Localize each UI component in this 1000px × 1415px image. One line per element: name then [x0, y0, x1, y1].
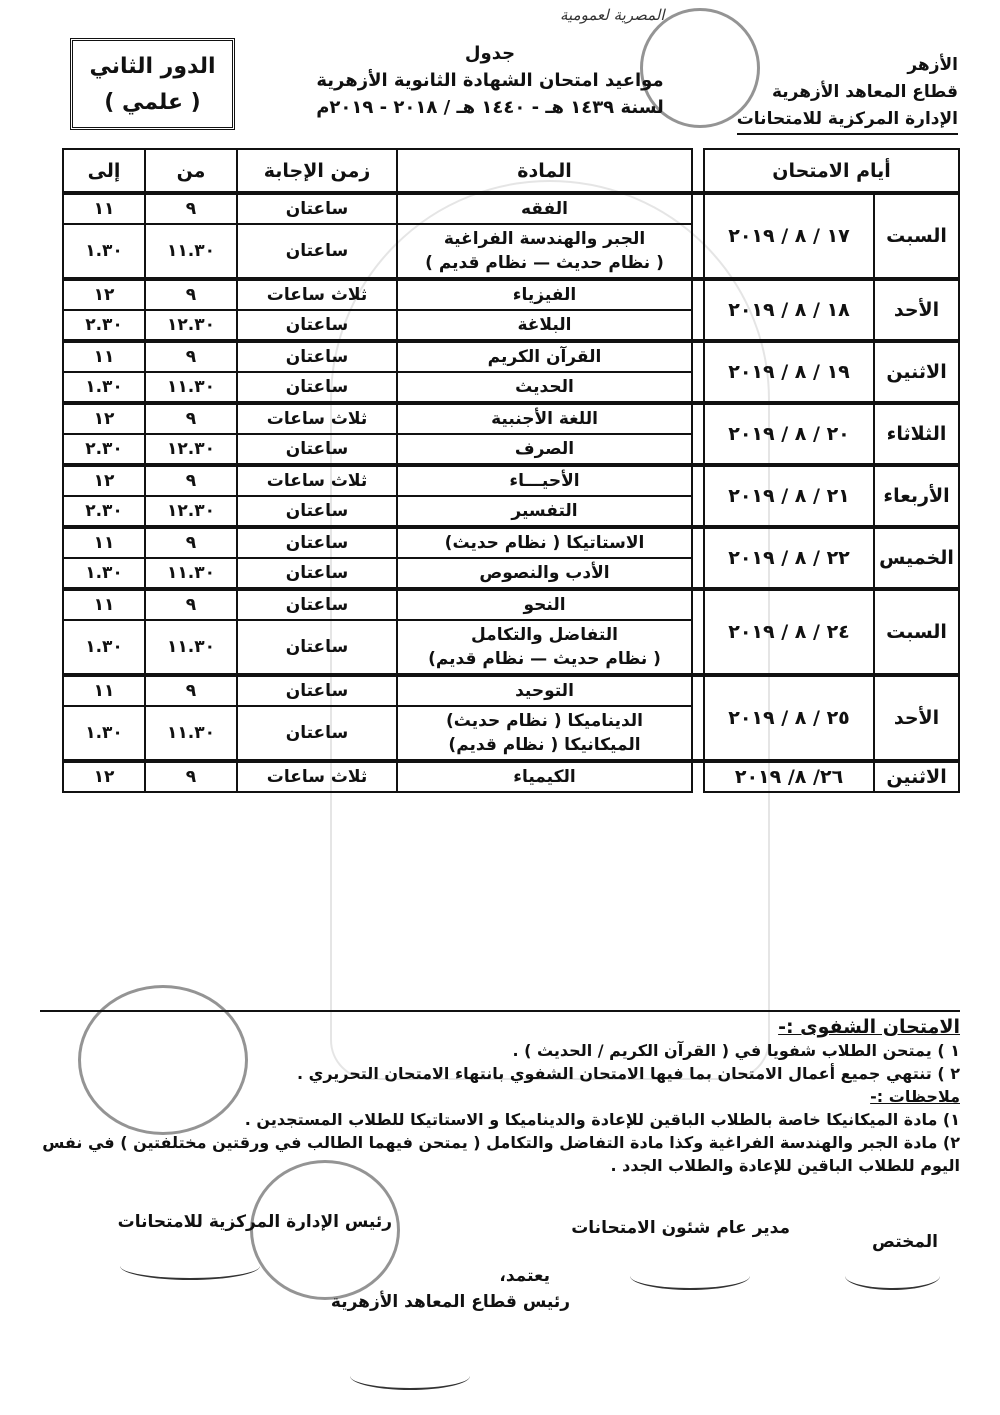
to-time-cell: ١٢	[63, 279, 145, 310]
column-gap	[692, 675, 704, 761]
subject-cell	[397, 279, 692, 310]
to-time-cell: ١.٣٠	[63, 372, 145, 403]
subject-line: ( نظام حديث — نظام قديم )	[425, 253, 664, 273]
document-title	[250, 40, 730, 121]
subject-line: الاستاتيكا ( نظام حديث)	[444, 533, 645, 553]
subject-cell	[397, 465, 692, 496]
date-cell: ٢٢ / ٨ / ٢٠١٩	[704, 527, 874, 589]
from-time-cell: ٩	[145, 279, 237, 310]
subject-line: ( نظام حديث — نظام قديم)	[428, 649, 661, 669]
column-gap	[692, 761, 704, 792]
from-time-cell: ١١.٣٠	[145, 620, 237, 675]
column-gap	[692, 589, 704, 675]
duration-cell: ساعتان	[237, 372, 397, 403]
from-time-cell: ٩	[145, 193, 237, 224]
table-row	[63, 465, 959, 496]
table-row	[63, 341, 959, 372]
to-time-cell: ٢.٣٠	[63, 434, 145, 465]
from-time-cell: ١٢.٣٠	[145, 496, 237, 527]
oral-exam-heading: الامتحان الشفوى :-	[778, 1016, 960, 1038]
to-time-cell: ٢.٣٠	[63, 496, 145, 527]
organization-block	[718, 52, 958, 135]
column-gap	[692, 403, 704, 465]
subject-line: البلاغة	[517, 315, 572, 335]
subject-line: الحديث	[515, 377, 574, 397]
org-line-1: الأزهر	[907, 55, 958, 75]
subject-cell	[397, 620, 692, 675]
subject-line: التوحيد	[515, 681, 574, 701]
duration-cell: ساعتان	[237, 496, 397, 527]
duration-cell: ساعتان	[237, 589, 397, 620]
header-days: أيام الامتحان	[704, 149, 959, 193]
subject-line: الميكانيكا ( نظام قديم)	[448, 735, 641, 755]
remarks-heading: ملاحظات :-	[870, 1087, 960, 1106]
to-time-cell: ١٢	[63, 465, 145, 496]
from-time-cell: ١١.٣٠	[145, 706, 237, 761]
day-cell: الاثنين	[874, 761, 959, 792]
duration-cell: ساعتان	[237, 193, 397, 224]
signature-approve: يعتمد،	[499, 1266, 550, 1286]
remark-item-2: ٢) مادة الجبر والهندسة الفراغية وكذا مادة التفاضل والتكامل ( يمتحن فيهما الطالب في ورقتين مختلفتين ) في نفس اليوم للطلاب الباقين للإعادة والطلاب الجدد .	[42, 1133, 960, 1175]
org-line-3: الإدارة المركزية للامتحانات	[737, 106, 958, 135]
from-time-cell: ٩	[145, 589, 237, 620]
day-cell: الثلاثاء	[874, 403, 959, 465]
duration-cell: ساعتان	[237, 224, 397, 279]
duration-cell: ثلاث ساعات	[237, 403, 397, 434]
column-gap	[692, 193, 704, 279]
table-header-row	[63, 149, 959, 193]
subject-cell	[397, 558, 692, 589]
duration-cell: ثلاث ساعات	[237, 465, 397, 496]
duration-cell: ساعتان	[237, 527, 397, 558]
notes-divider	[40, 1010, 960, 1012]
table-body	[63, 193, 959, 792]
oral-item-1: ١ ) يمتحن الطلاب شفويا في ( القرآن الكريم / الحديث ) .	[512, 1041, 960, 1060]
date-cell: ١٩ / ٨ / ٢٠١٩	[704, 341, 874, 403]
to-time-cell: ٢.٣٠	[63, 310, 145, 341]
from-time-cell: ٩	[145, 761, 237, 792]
column-gap	[692, 465, 704, 527]
date-cell: ١٨ / ٨ / ٢٠١٩	[704, 279, 874, 341]
header-from: من	[145, 149, 237, 193]
subject-cell	[397, 675, 692, 706]
subject-line: الديناميكا ( نظام حديث)	[445, 711, 643, 731]
duration-cell: ساعتان	[237, 341, 397, 372]
date-cell: ٢٥ / ٨ / ٢٠١٩	[704, 675, 874, 761]
table-row	[63, 675, 959, 706]
handwritten-signature-1	[845, 1262, 940, 1290]
to-time-cell: ١.٣٠	[63, 224, 145, 279]
to-time-cell: ١١	[63, 341, 145, 372]
date-cell: ٢١ / ٨ / ٢٠١٩	[704, 465, 874, 527]
to-time-cell: ١١	[63, 527, 145, 558]
day-cell: السبت	[874, 193, 959, 279]
header-to: إلى	[63, 149, 145, 193]
day-cell: الخميس	[874, 527, 959, 589]
day-cell: الأربعاء	[874, 465, 959, 527]
round-box	[70, 38, 235, 130]
round-line-2: ( علمي )	[104, 90, 201, 115]
exam-schedule-table	[62, 148, 960, 793]
subject-cell	[397, 527, 692, 558]
to-time-cell: ١.٣٠	[63, 558, 145, 589]
notes-section	[40, 1010, 960, 1177]
from-time-cell: ٩	[145, 527, 237, 558]
from-time-cell: ٩	[145, 675, 237, 706]
subject-cell	[397, 403, 692, 434]
top-handwritten-note: المصرية لعمومية	[560, 6, 665, 24]
date-cell: ٢٠ / ٨ / ٢٠١٩	[704, 403, 874, 465]
table-row	[63, 193, 959, 224]
handwritten-signature-4	[350, 1362, 470, 1390]
day-cell: الأحد	[874, 675, 959, 761]
table-row	[63, 589, 959, 620]
subject-line: الفيزياء	[512, 285, 577, 305]
oral-item-2: ٢ ) تنتهي جميع أعمال الامتحان بما فيها الامتحان الشفوي بانتهاء الامتحان التحريري .	[297, 1064, 960, 1083]
to-time-cell: ١١	[63, 675, 145, 706]
title-line-3: لسنة ١٤٣٩ هـ - ١٤٤٠ هـ / ٢٠١٨ - ٢٠١٩م	[316, 97, 664, 118]
from-time-cell: ١١.٣٠	[145, 558, 237, 589]
to-time-cell: ١٢	[63, 403, 145, 434]
duration-cell: ساعتان	[237, 675, 397, 706]
signature-general-manager: مدير عام شئون الامتحانات	[571, 1218, 790, 1238]
subject-cell	[397, 706, 692, 761]
date-cell: ٢٤ / ٨ / ٢٠١٩	[704, 589, 874, 675]
duration-cell: ساعتان	[237, 620, 397, 675]
to-time-cell: ١.٣٠	[63, 706, 145, 761]
subject-line: التفسير	[511, 501, 578, 521]
signature-sector-head: رئيس قطاع المعاهد الأزهرية	[330, 1292, 570, 1312]
subject-cell	[397, 224, 692, 279]
subject-line: التفاضل والتكامل	[471, 625, 618, 645]
subject-cell	[397, 496, 692, 527]
date-cell: ١٧ / ٨ / ٢٠١٩	[704, 193, 874, 279]
title-line-1: جدول	[464, 43, 516, 64]
remark-item-1: ١) مادة الميكانيكا خاصة بالطلاب الباقين للإعادة والديناميكا و الاستاتيكا للطلاب المستجدين .	[244, 1110, 960, 1129]
from-time-cell: ٩	[145, 403, 237, 434]
subject-line: الجبر والهندسة الفراغية	[443, 229, 646, 249]
signature-central-head: رئيس الإدارة المركزية للامتحانات	[117, 1212, 392, 1232]
table-row	[63, 279, 959, 310]
day-cell: السبت	[874, 589, 959, 675]
day-cell: الاثنين	[874, 341, 959, 403]
subject-line: اللغة الأجنبية	[491, 409, 598, 429]
subject-line: النحو	[523, 595, 566, 615]
table-row	[63, 403, 959, 434]
subject-line: الصرف	[514, 439, 575, 459]
from-time-cell: ١٢.٣٠	[145, 434, 237, 465]
subject-cell	[397, 761, 692, 792]
duration-cell: ثلاث ساعات	[237, 761, 397, 792]
subject-line: القرآن الكريم	[487, 347, 602, 367]
from-time-cell: ١٢.٣٠	[145, 310, 237, 341]
round-line-1: الدور الثاني	[89, 54, 216, 79]
subject-cell	[397, 589, 692, 620]
column-gap	[692, 527, 704, 589]
to-time-cell: ١١	[63, 193, 145, 224]
to-time-cell: ١.٣٠	[63, 620, 145, 675]
header-duration: زمن الإجابة	[237, 149, 397, 193]
column-gap	[692, 149, 704, 193]
duration-cell: ثلاث ساعات	[237, 279, 397, 310]
subject-line: الفقه	[521, 199, 568, 219]
subject-cell	[397, 434, 692, 465]
column-gap	[692, 341, 704, 403]
column-gap	[692, 279, 704, 341]
table-row	[63, 527, 959, 558]
duration-cell: ساعتان	[237, 434, 397, 465]
header-subject: المادة	[397, 149, 692, 193]
table-row	[63, 761, 959, 792]
subject-cell	[397, 341, 692, 372]
title-line-2: مواعيد امتحان الشهادة الثانوية الأزهرية	[316, 70, 664, 91]
subject-cell	[397, 372, 692, 403]
duration-cell: ساعتان	[237, 558, 397, 589]
from-time-cell: ٩	[145, 341, 237, 372]
org-line-2: قطاع المعاهد الأزهرية	[771, 82, 958, 102]
signature-specialist: المختص	[872, 1232, 938, 1252]
to-time-cell: ١٢	[63, 761, 145, 792]
subject-line: الأدب والنصوص	[479, 563, 610, 583]
handwritten-signature-3	[120, 1252, 260, 1280]
subject-line: الأحيـــاء	[509, 471, 580, 491]
from-time-cell: ٩	[145, 465, 237, 496]
subject-line: الكيمياء	[513, 767, 576, 787]
from-time-cell: ١١.٣٠	[145, 372, 237, 403]
duration-cell: ساعتان	[237, 310, 397, 341]
handwritten-signature-2	[630, 1262, 750, 1290]
day-cell: الأحد	[874, 279, 959, 341]
date-cell: ٢٦/ ٨/ ٢٠١٩	[704, 761, 874, 792]
duration-cell: ساعتان	[237, 706, 397, 761]
to-time-cell: ١١	[63, 589, 145, 620]
from-time-cell: ١١.٣٠	[145, 224, 237, 279]
subject-cell	[397, 310, 692, 341]
subject-cell	[397, 193, 692, 224]
